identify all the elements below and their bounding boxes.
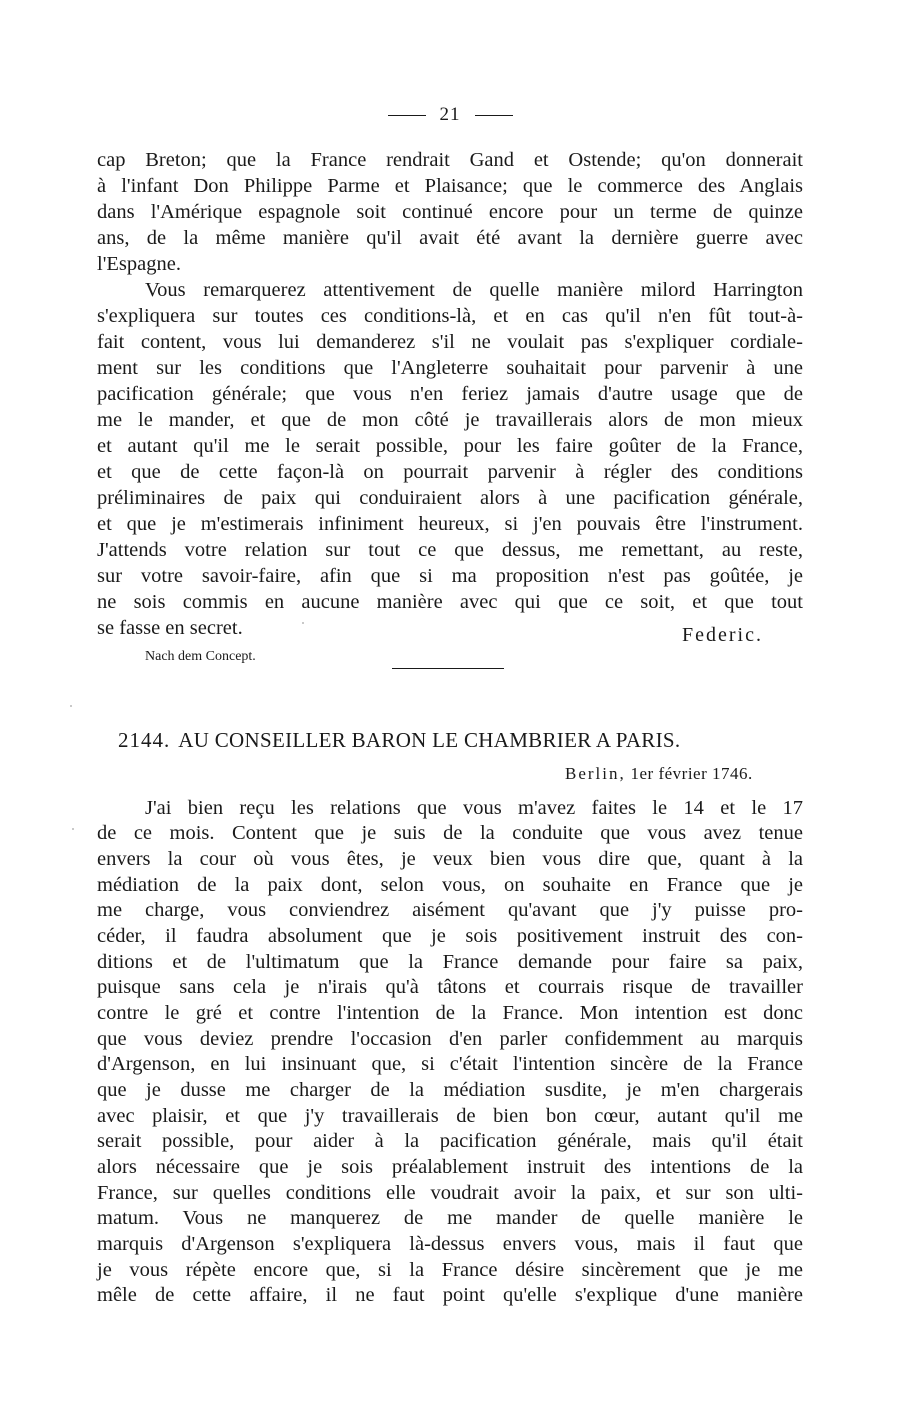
body-line: me charge, vous conviendrez aisément qu'avant que j'y puisse pro-: [97, 899, 803, 921]
page-number-dash-right: [475, 115, 513, 116]
dateline: [565, 764, 753, 784]
body-line: et que de cette façon-là on pourrait parvenir à régler des conditions: [97, 461, 803, 483]
body-line: marquis d'Argenson s'expliquera là-dessus envers vous, mais il faut que: [97, 1233, 803, 1255]
dateline-place: Berlin,: [565, 764, 626, 783]
body-line: mêle de cette affaire, il ne faut point qu'elle s'explique d'une manière: [97, 1284, 803, 1306]
body-line: ans, de la même manière qu'il avait été avant la dernière guerre avec: [97, 227, 803, 249]
source-note: Nach dem Concept.: [145, 649, 256, 664]
print-speck: [302, 622, 304, 624]
body-line: se fasse en secret.: [97, 617, 243, 639]
section-divider: [392, 668, 504, 669]
body-line: d'Argenson, en lui insinuant que, si c'était l'intention sincère de la France: [97, 1053, 803, 1075]
body-line: envers la cour où vous êtes, je veux bien vous dire que, quant à la: [97, 848, 803, 870]
body-line: dans l'Amérique espagnole soit continué encore pour un terme de quinze: [97, 201, 803, 223]
dateline-date: 1er février 1746.: [630, 764, 753, 783]
body-line: préliminaires de paix qui conduiraient alors à une pacification générale,: [97, 487, 803, 509]
page-number: [0, 104, 900, 126]
body-line: s'expliquera sur toutes ces conditions-là, et en cas qu'il n'en fût tout-à-: [97, 305, 803, 327]
body-line: contre le gré et contre l'intention de la France. Mon intention est donc: [97, 1002, 803, 1024]
body-line: J'ai bien reçu les relations que vous m'avez faites le 14 et le 17: [145, 797, 803, 819]
body-line: et que je m'estimerais infiniment heureux, si j'en pouvais être l'instrument.: [97, 513, 803, 535]
body-line: fait content, vous lui demanderez s'il ne voulait pas s'expliquer cordiale-: [97, 331, 803, 353]
letter-heading: [118, 728, 680, 753]
body-line: de ce mois. Content que je suis de la conduite que vous avez tenue: [97, 822, 803, 844]
body-line: me le mander, et que de mon côté je travaillerais alors de mon mieux: [97, 409, 803, 431]
signature: Federic.: [682, 624, 763, 646]
print-speck: [72, 828, 74, 830]
body-line: céder, il faudra absolument que je sois positivement instruit des con-: [97, 925, 803, 947]
page-number-dash-left: [388, 115, 426, 116]
print-speck: [70, 705, 72, 707]
body-line: et autant qu'il me le serait possible, pour les faire goûter de la France,: [97, 435, 803, 457]
body-line: je vous répète encore que, si la France désire sincèrement que je me: [97, 1259, 803, 1281]
body-line: Vous remarquerez attentivement de quelle manière milord Harrington: [145, 279, 803, 301]
body-line: médiation de la paix dont, selon vous, on souhaite en France que je: [97, 874, 803, 896]
body-line: matum. Vous ne manquerez de me mander de quelle manière le: [97, 1207, 803, 1229]
body-line: l'Espagne.: [97, 253, 181, 275]
body-line: J'attends votre relation sur tout ce que dessus, me remettant, au reste,: [97, 539, 803, 561]
letter-number: 2144.: [118, 728, 171, 752]
page-number-text: 21: [439, 104, 461, 125]
body-line: sur votre savoir-faire, afin que si ma proposition n'est pas goûtée, je: [97, 565, 803, 587]
body-line: avec plaisir, et que j'y travaillerais de bien bon cœur, autant qu'il me: [97, 1105, 803, 1127]
body-line: serait possible, pour aider à la pacification générale, mais qu'il était: [97, 1130, 803, 1152]
body-line: pacification générale; que vous n'en feriez jamais d'autre usage que de: [97, 383, 803, 405]
body-line: alors nécessaire que je sois préalablement instruit des intentions de la: [97, 1156, 803, 1178]
body-line: que vous deviez prendre l'occasion d'en parler confidemment au marquis: [97, 1028, 803, 1050]
letter-title: AU CONSEILLER BARON LE CHAMBRIER A PARIS.: [178, 728, 681, 752]
body-line: ditions et de l'ultimatum que la France demande pour faire sa paix,: [97, 951, 803, 973]
body-line: à l'infant Don Philippe Parme et Plaisance; que le commerce des Anglais: [97, 175, 803, 197]
body-line: que je dusse me charger de la médiation susdite, je m'en chargerais: [97, 1079, 803, 1101]
body-line: puisque sans cela je n'irais qu'à tâtons et courrais risque de travailler: [97, 976, 803, 998]
body-line: ne sois commis en aucune manière avec qui que ce soit, et que tout: [97, 591, 803, 613]
body-line: France, sur quelles conditions elle voudrait avoir la paix, et sur son ulti-: [97, 1182, 803, 1204]
body-line: ment sur les conditions que l'Angleterre souhaitait pour parvenir à une: [97, 357, 803, 379]
body-line: cap Breton; que la France rendrait Gand et Ostende; qu'on donnerait: [97, 149, 803, 171]
